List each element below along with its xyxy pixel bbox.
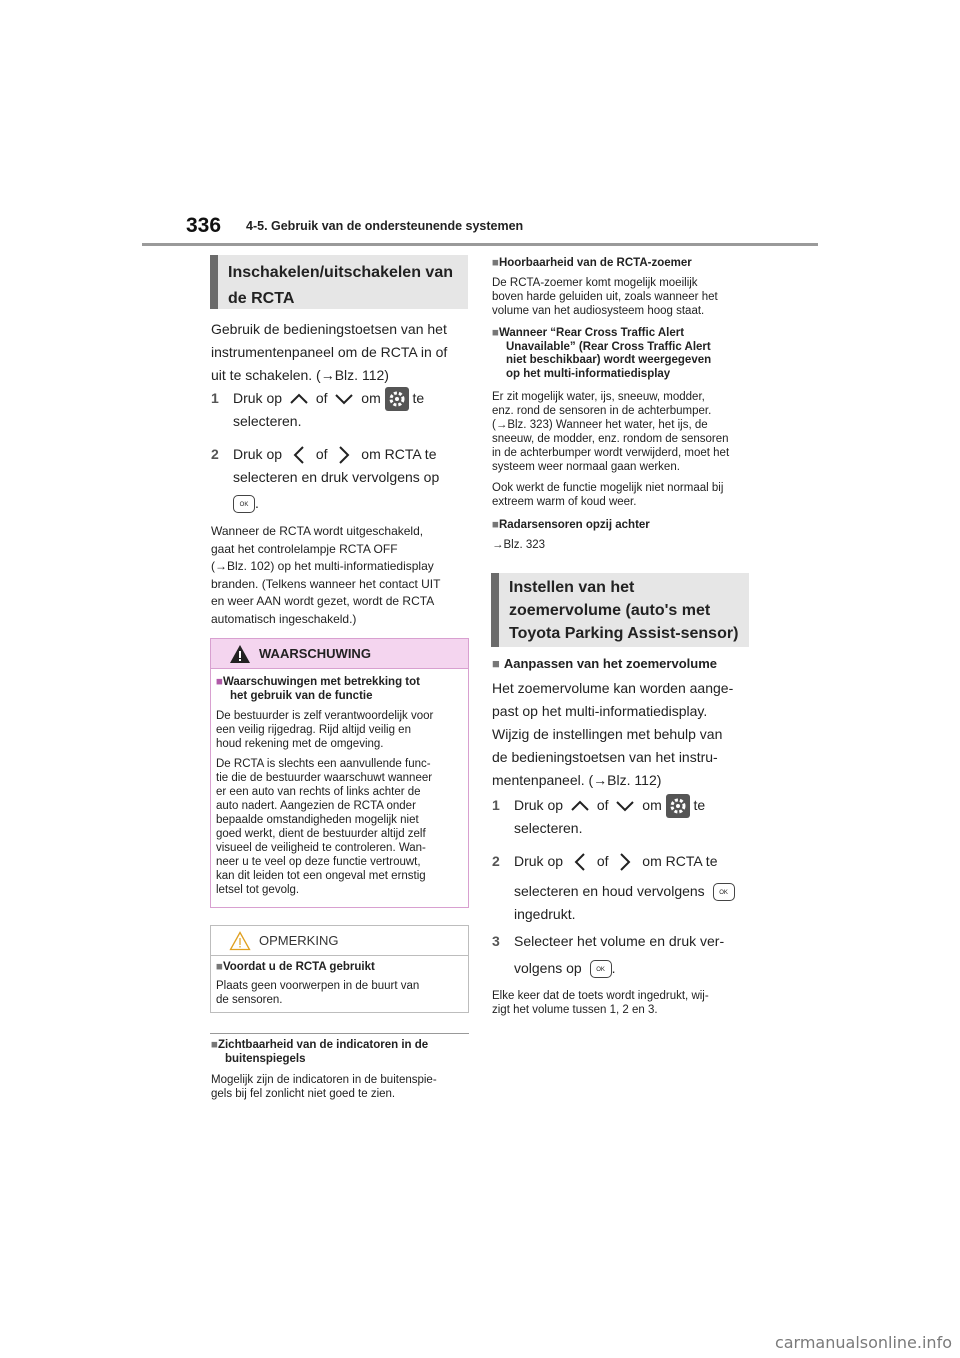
unavailable-subhead: ■Wanneer “Rear Cross Traffic Alert Unavailable” (Rear Cross Traffic Alert niet beschikbaar) wordt weergegeven op het multi-informatiedisplay (492, 327, 712, 380)
caution-outline-icon (229, 931, 251, 951)
heading-line: de RCTA (228, 290, 295, 307)
chevron-down-icon (333, 392, 355, 406)
warning-box (210, 638, 469, 908)
step-2: 2 Druk op of om RCTA te selecteren en druk vervolgens op OK . (211, 443, 471, 515)
radar-subhead: ■Radarsensoren opzij achter (492, 519, 650, 531)
volume-step-3: 3 Selecteer het volume en druk ver- volgens op OK . (492, 930, 754, 982)
chevron-right-icon (616, 851, 634, 873)
section-heading-volume: Instellen van het zoemervolume (auto's met Toyota Parking Assist-sensor) (491, 573, 749, 647)
warning-header (211, 639, 468, 669)
note-title: OPMERKING (259, 933, 339, 948)
header-rule (142, 243, 818, 246)
ok-button-icon: OK (713, 883, 735, 901)
rcta-off-note: Wanneer de RCTA wordt uitgeschakeld, gaat het controlelampje RCTA OFF (→Blz. 102) op het multi-informatiedisplay branden. (Telkens wanneer het contact UIT en weer AAN wordt gezet, wordt de RCTA automatisch ingeschakeld.) (211, 524, 441, 626)
chevron-up-icon (288, 392, 310, 406)
volume-step-1: 1 Druk op of om te selecteren. (492, 794, 754, 842)
warning-subhead: ■Waarschuwingen met betrekking tot het gebruik van de functie (216, 676, 420, 702)
volume-intro-1: Het zoemervolume kan worden aange- past op het multi-informatiedisplay. (492, 680, 734, 719)
chapter-title: 4-5. Gebruik van de ondersteunende systemen (246, 219, 524, 233)
gear-icon (666, 794, 690, 818)
note-box (210, 925, 469, 1013)
unavailable-paragraph-1: Er zit mogelijk water, ijs, sneeuw, modder, enz. rond de sensoren in de achterbumper. (→Blz. 323) Wanneer het water, het ijs, de sneeuw, de modder, enz. rondom de sensoren in de achterbumper wordt verwijderd, moet het systeem weer normaal gaan werken. (492, 391, 730, 473)
warning-triangle-icon (229, 644, 251, 664)
warning-title: WAARSCHUWING (259, 646, 371, 661)
note-header (211, 926, 468, 956)
page-number: 336 (186, 214, 222, 237)
visibility-paragraph: Mogelijk zijn de indicatoren in de buitenspie- gels bij fel zonlicht niet goed te zien. (211, 1074, 437, 1100)
intro-paragraph: Gebruik de bedieningstoetsen van het instrumentenpaneel om de RCTA in of uit te schakelen. (→Blz. 112) (211, 321, 448, 383)
unavailable-paragraph-2: Ook werkt de functie mogelijk niet normaal bij extreem warm of koud weer. (492, 482, 724, 508)
step-1: 1 Druk op of om te selecteren. (211, 387, 471, 435)
chevron-right-icon (335, 444, 353, 466)
heading-line: Inschakelen/uitschakelen van (228, 264, 453, 281)
ok-button-icon: OK (590, 960, 612, 978)
chevron-left-icon (571, 851, 589, 873)
chevron-up-icon (569, 799, 591, 813)
volume-intro-2: Wijzig de instellingen met behulp van de bedieningstoetsen van het instru- mentenpaneel. (→Blz. 112) (492, 726, 723, 788)
ok-button-icon: OK (233, 495, 255, 513)
warning-paragraph-2: De RCTA is slechts een aanvullende func- tie die de bestuurder waarschuwt wanneer er een auto van rechts of links achter de auto nadert. Aangezien de RCTA onder bepaalde omstandigheden mogelijk niet goed werkt, dient de bestuurder altijd zelf visueel de veiligheid te controleren. Wan- neer u te veel op deze functie vertrouwt, kan dit leiden tot een ongeval met ernstig letsel tot gevolg. (216, 758, 433, 896)
chevron-left-icon (290, 444, 308, 466)
audibility-subhead: ■Hoorbaarheid van de RCTA-zoemer (492, 257, 692, 269)
visibility-subhead: ■Zichtbaarheid van de indicatoren in de buitenspiegels (211, 1039, 429, 1065)
gear-icon (385, 387, 409, 411)
warning-paragraph-1: De bestuurder is zelf verantwoordelijk voor een veilig rijgedrag. Rijd altijd veilig en houd rekening met de omgeving. (216, 710, 434, 750)
volume-final-note: Elke keer dat de toets wordt ingedrukt, wij- zigt het volume tussen 1, 2 en 3. (492, 990, 709, 1016)
watermark: carmanualsonline.info (774, 1333, 952, 1352)
radar-reference: →Blz. 323 (492, 539, 546, 551)
section-heading-rcta (210, 255, 468, 309)
note-subhead: ■Voordat u de RCTA gebruikt (216, 961, 375, 973)
note-paragraph: Plaats geen voorwerpen in de buurt van de sensoren. (216, 980, 420, 1006)
adjust-volume-subhead: ■ Aanpassen van het zoemervolume (492, 656, 717, 671)
audibility-paragraph: De RCTA-zoemer komt mogelijk moeilijk boven harde geluiden uit, zoals wanneer het volume van het audiosysteem hoog staat. (492, 277, 718, 317)
section-divider (210, 1033, 469, 1034)
chevron-down-icon (614, 799, 636, 813)
volume-step-2: 2 Druk op of om RCTA te selecteren en houd vervolgens OK ingedrukt. (492, 850, 754, 926)
